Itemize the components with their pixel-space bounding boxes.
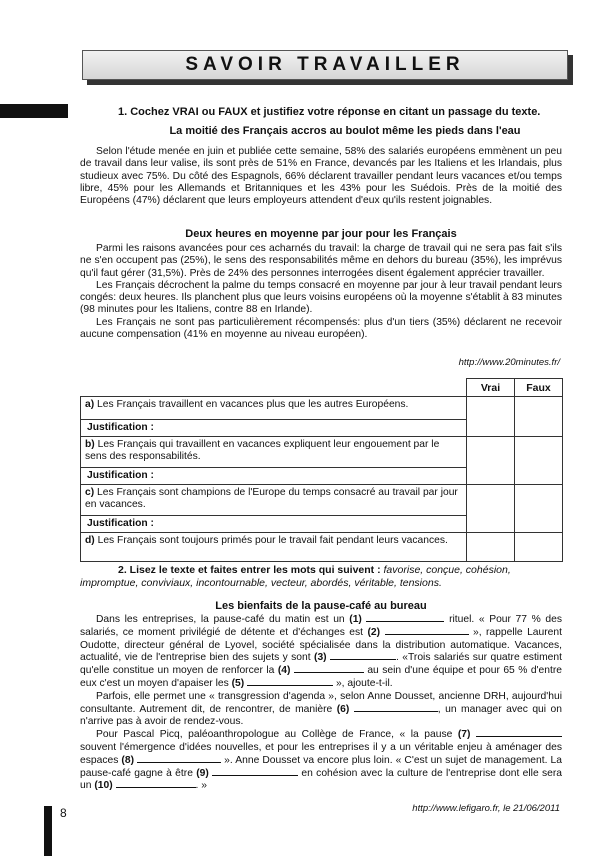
- article1-p3: Les Français décrochent la palme du temps consacré en moyenne par jour à leur travail pendant leurs congés: deux heures. Ils planchent plus que leurs voisins européens où la moyenne s'établit à 83 minutes (98 minutes pour les Italiens, contre 88 en Irlande).: [80, 279, 562, 316]
- blank-4[interactable]: [294, 672, 364, 673]
- table-row: [81, 533, 563, 562]
- question-2-prompt: 2. Lisez le texte et faites entrer les mots qui suivent :: [118, 564, 381, 576]
- article1-p2: Parmi les raisons avancées pour ces acharnés du travail: la charge de travail qui ne sera pas fait s'ils ne s'en occupent pas (25%), le sens des responsabilités même en dehors du bureau (35%), les imprévus qu'il faut gérer (31,5%). Près de 24% des personnes interrogées disent également apprécier travailler.: [80, 243, 562, 279]
- faux-cell-b[interactable]: [515, 437, 563, 485]
- article1-body: [80, 146, 562, 207]
- question-1: 1. Cochez VRAI ou FAUX et justifiez votre réponse en citant un passage du texte.: [118, 106, 541, 118]
- blank-7[interactable]: [476, 736, 562, 737]
- article2-p2: Parfois, elle permet une « transgression d'agenda », selon Anne Dousset, ancienne DRH, aujourd'hui consultante. Autrement dit, de rencontrer, de manière (6) , un manager avec qui on n'arrive pas à avoir de rendez-vous.: [80, 690, 562, 728]
- blank-1[interactable]: [366, 621, 444, 622]
- article1-subheading: Deux heures en moyenne par jour pour les Français: [185, 228, 457, 240]
- article1-p1: Selon l'étude menée en juin et publiée cette semaine, 58% des salariés européens emmènent un peu de travail dans leur valise, ils sont près de 51% en France, devancés par les Italiens et les Irlandais, plus studieux avec 75%. Du côté des Espagnols, 66% déclarent travailler pendant leurs vacances et/ou temps libre, 45% pour les Allemands et Britanniques et les 43% pour les Suédois. Près de la moitié des Européens (47%) déclarent que leurs employeurs attendent d'eux qu'ils restent joignables.: [80, 146, 562, 207]
- blank-10[interactable]: [116, 787, 196, 788]
- table-row: [81, 437, 563, 468]
- vrai-cell-c[interactable]: [467, 485, 515, 533]
- article2-body: [80, 614, 562, 793]
- table-header-row: [81, 379, 563, 397]
- question-2-words: favorise, conçue, cohésion, impromptue, conviviaux, incontournable, vecteur, abordés, véritable, tensions.: [80, 564, 511, 589]
- faux-cell-a[interactable]: [515, 397, 563, 437]
- statement-a: a) Les Français travaillent en vacances plus que les autres Européens.: [81, 397, 467, 420]
- col-vrai: Vrai: [467, 379, 515, 397]
- justification-a[interactable]: Justification :: [81, 420, 467, 437]
- article2-p1: Dans les entreprises, la pause-café du matin est un (1) rituel. « Pour 77 % des salariés, ce moment privilégié de détente et d'échanges est (2) », rappelle Laurent Oudotte, directeur général de Lyovel, société spécialisée dans la distribution automatique. Vacances, actualité, vie de l'entreprise bien des sujets y sont (3) . «Trois salariés sur quatre estiment qu'elle constitue un moyen de renforcer la (4) au sein d'une équipe et pour 65 % d'entre eux c'est un moyen d'apaiser les (5) », ajoute-t-il.: [80, 614, 562, 689]
- page-number: 8: [60, 806, 67, 820]
- side-marker-bar: [0, 104, 68, 118]
- vrai-cell-d[interactable]: [467, 533, 515, 562]
- article1-p4: Les Français ne sont pas particulièrement récompensés: plus d'un tiers (35%) déclarent ne recevoir aucune compensation (41% en moyenne au niveau européen).: [80, 316, 562, 341]
- blank-5[interactable]: [247, 685, 333, 686]
- article2-heading: Les bienfaits de la pause-café au bureau: [215, 600, 427, 612]
- title-banner: [82, 50, 568, 80]
- blank-8[interactable]: [137, 762, 221, 763]
- blank-6[interactable]: [354, 711, 438, 712]
- col-faux: Faux: [515, 379, 563, 397]
- table-corner: [81, 379, 467, 397]
- faux-cell-d[interactable]: [515, 533, 563, 562]
- blank-9[interactable]: [212, 775, 298, 776]
- article1-body-2: [80, 243, 562, 341]
- justification-c[interactable]: Justification :: [81, 516, 467, 533]
- statement-b: b) Les Français qui travaillent en vacances expliquent leur engouement par le sens des responsabilités.: [81, 437, 467, 468]
- table-row: [81, 485, 563, 516]
- faux-cell-c[interactable]: [515, 485, 563, 533]
- vrai-cell-a[interactable]: [467, 397, 515, 437]
- article2-p3: Pour Pascal Picq, paléoanthropologue au Collège de France, « la pause (7) souvent l'émergence d'idées nouvelles, et pour les entreprises il y a un véritable enjeu à aménager des espaces (8) ». Anne Dousset va encore plus loin. « C'est un sujet de management. La pause-café gagne à être (9) en cohésion avec la culture de l'entreprise dont elle sera un (10) . »: [80, 729, 562, 792]
- question-2: [80, 564, 562, 589]
- statement-c: c) Les Français sont champions de l'Europe du temps consacré au travail par jour en vacances.: [81, 485, 467, 516]
- article1-source: http://www.20minutes.fr/: [458, 357, 560, 368]
- article2-source: http://www.lefigaro.fr, le 21/06/2011: [412, 803, 560, 814]
- statement-d: d) Les Français sont toujours primés pour le travail fait pendant leurs vacances.: [81, 533, 467, 562]
- vrai-cell-b[interactable]: [467, 437, 515, 485]
- true-false-table: [80, 378, 563, 562]
- page-margin-bar: [44, 806, 52, 856]
- justification-b[interactable]: Justification :: [81, 468, 467, 485]
- blank-2[interactable]: [385, 634, 469, 635]
- blank-3[interactable]: [330, 659, 396, 660]
- table-row: [81, 397, 563, 420]
- article1-heading: La moitié des Français accros au boulot même les pieds dans l'eau: [169, 125, 521, 137]
- page-title: SAVOIR TRAVAILLER: [185, 54, 465, 75]
